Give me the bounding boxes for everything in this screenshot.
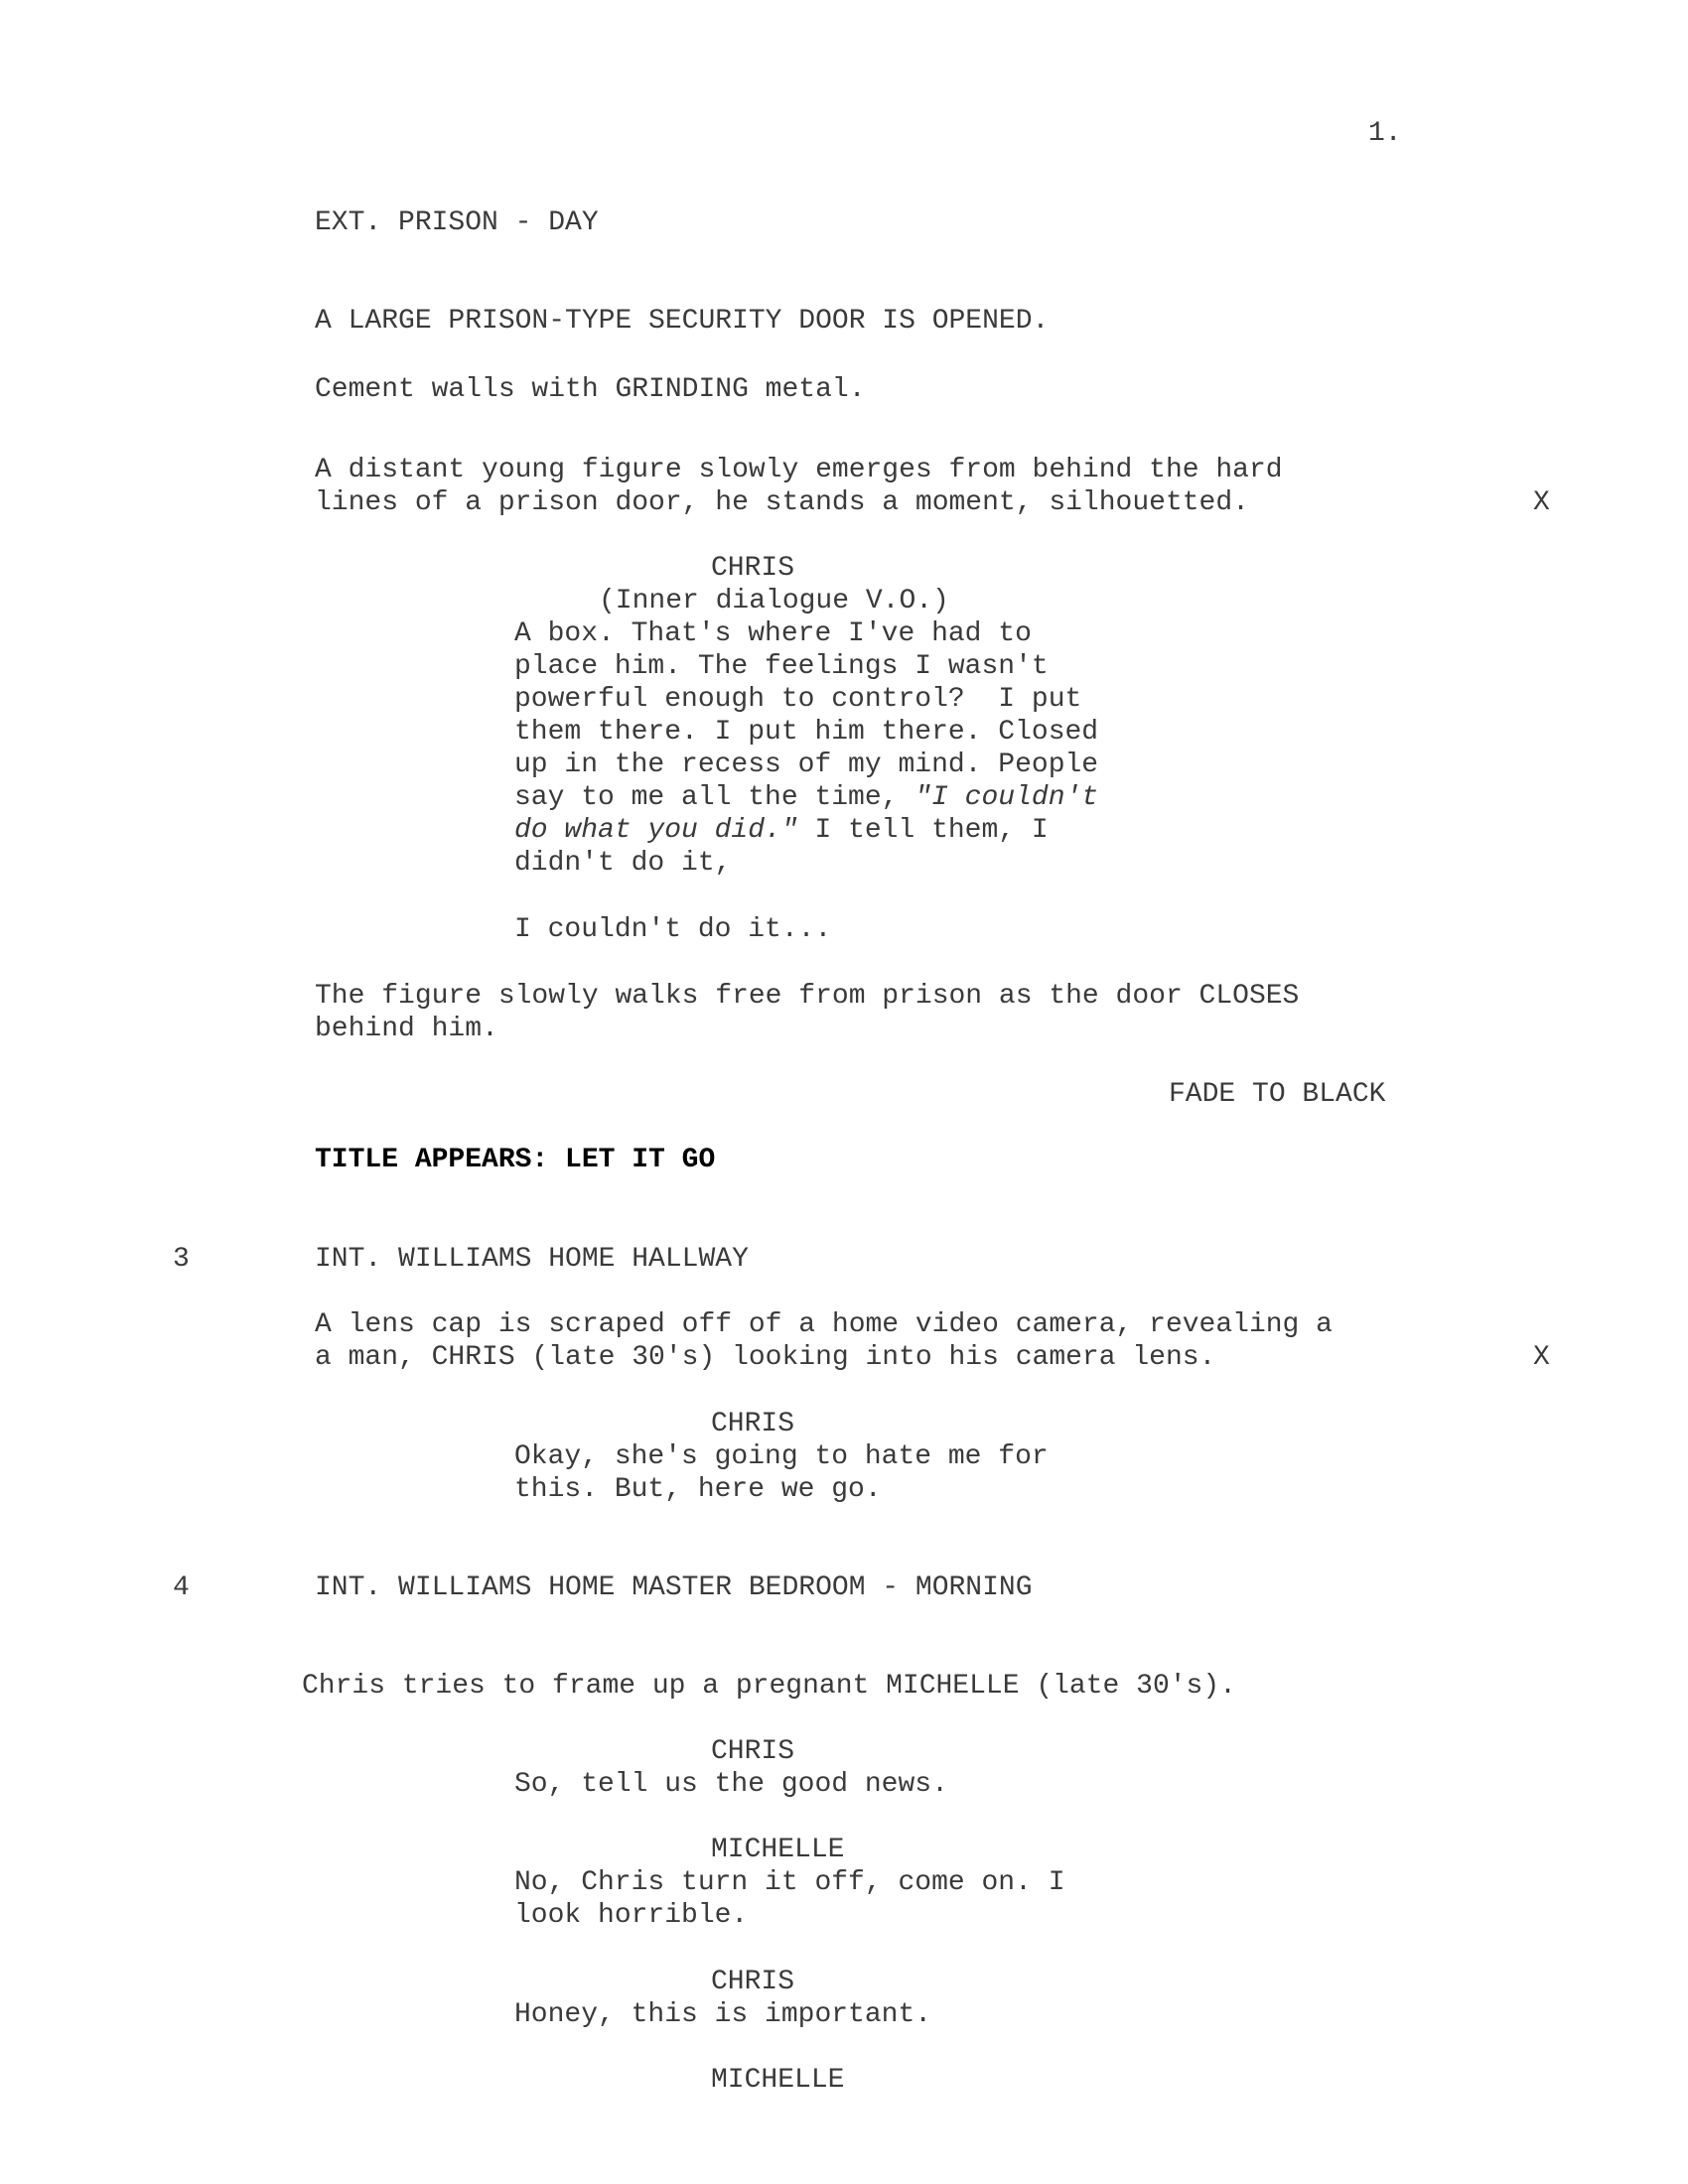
dialogue-line: A box. That's where I've had to [514, 618, 1032, 649]
action-line: The figure slowly walks free from prison as the door CLOSES [315, 981, 1300, 1012]
action-line: Chris tries to frame up a pregnant MICHELLE (late 30's). [302, 1671, 1236, 1702]
action-block [315, 454, 1283, 519]
dialogue-block [514, 1866, 1065, 1932]
dialogue-line: No, Chris turn it off, come on. I [514, 1867, 1065, 1898]
dialogue-text: say to me all the time, [514, 782, 915, 813]
action-block [315, 1308, 1333, 1374]
action-line: behind him. [315, 1014, 498, 1044]
scene-heading: INT. WILLIAMS HOME HALLWAY [315, 1244, 749, 1275]
dialogue-line: So, tell us the good news. [514, 1769, 948, 1800]
dialogue-line: I couldn't do it... [514, 914, 832, 945]
dialogue-block [514, 1440, 1049, 1506]
dialogue-line: look horrible. [514, 1900, 749, 1931]
dialogue-line [514, 781, 1098, 814]
dialogue-line: place him. The feelings I wasn't [514, 651, 1049, 682]
dialogue-quote: do what you did." [514, 815, 798, 846]
character-name: MICHELLE [711, 2065, 845, 2096]
action-line: A LARGE PRISON-TYPE SECURITY DOOR IS OPENED. [315, 306, 1050, 337]
title-card: TITLE APPEARS: LET IT GO [315, 1145, 716, 1175]
dialogue-quote: "I couldn't [914, 782, 1099, 813]
action-line: A lens cap is scraped off of a home video camera, revealing a [315, 1309, 1333, 1340]
character-name: CHRIS [711, 1967, 795, 1997]
dialogue-line: Okay, she's going to hate me for [514, 1441, 1049, 1472]
transition: FADE TO BLACK [1169, 1079, 1386, 1110]
character-name: CHRIS [711, 1736, 795, 1767]
parenthetical: (Inner dialogue V.O.) [599, 586, 949, 616]
dialogue-line: up in the recess of my mind. People [514, 750, 1099, 780]
dialogue-line [514, 814, 1098, 847]
dialogue-block [514, 617, 1098, 880]
dialogue-text: I tell them, I [797, 815, 1049, 846]
scene-number: 4 [173, 1572, 190, 1603]
action-line: Cement walls with GRINDING metal. [315, 374, 866, 405]
dialogue-line: them there. I put him there. Closed [514, 717, 1099, 748]
dialogue-line: this. But, here we go. [514, 1474, 882, 1505]
dialogue-line: didn't do it, [514, 848, 732, 879]
scene-heading: INT. WILLIAMS HOME MASTER BEDROOM - MORNING [315, 1572, 1033, 1603]
dialogue-line: powerful enough to control? I put [514, 684, 1082, 715]
scene-heading: EXT. PRISON - DAY [315, 207, 599, 238]
page-number: 1. [1368, 118, 1402, 149]
character-name: MICHELLE [711, 1835, 845, 1865]
dialogue-line: Honey, this is important. [514, 1999, 932, 2030]
action-line: lines of a prison door, he stands a moment, silhouetted. [315, 487, 1249, 518]
action-block [315, 980, 1299, 1045]
character-name: CHRIS [711, 553, 795, 584]
scene-number: 3 [173, 1244, 190, 1275]
action-line: a man, CHRIS (late 30's) looking into his camera lens. [315, 1342, 1216, 1373]
revision-mark: X [1533, 487, 1550, 518]
action-line: A distant young figure slowly emerges from behind the hard [315, 455, 1283, 485]
character-name: CHRIS [711, 1409, 795, 1439]
revision-mark: X [1533, 1342, 1550, 1373]
